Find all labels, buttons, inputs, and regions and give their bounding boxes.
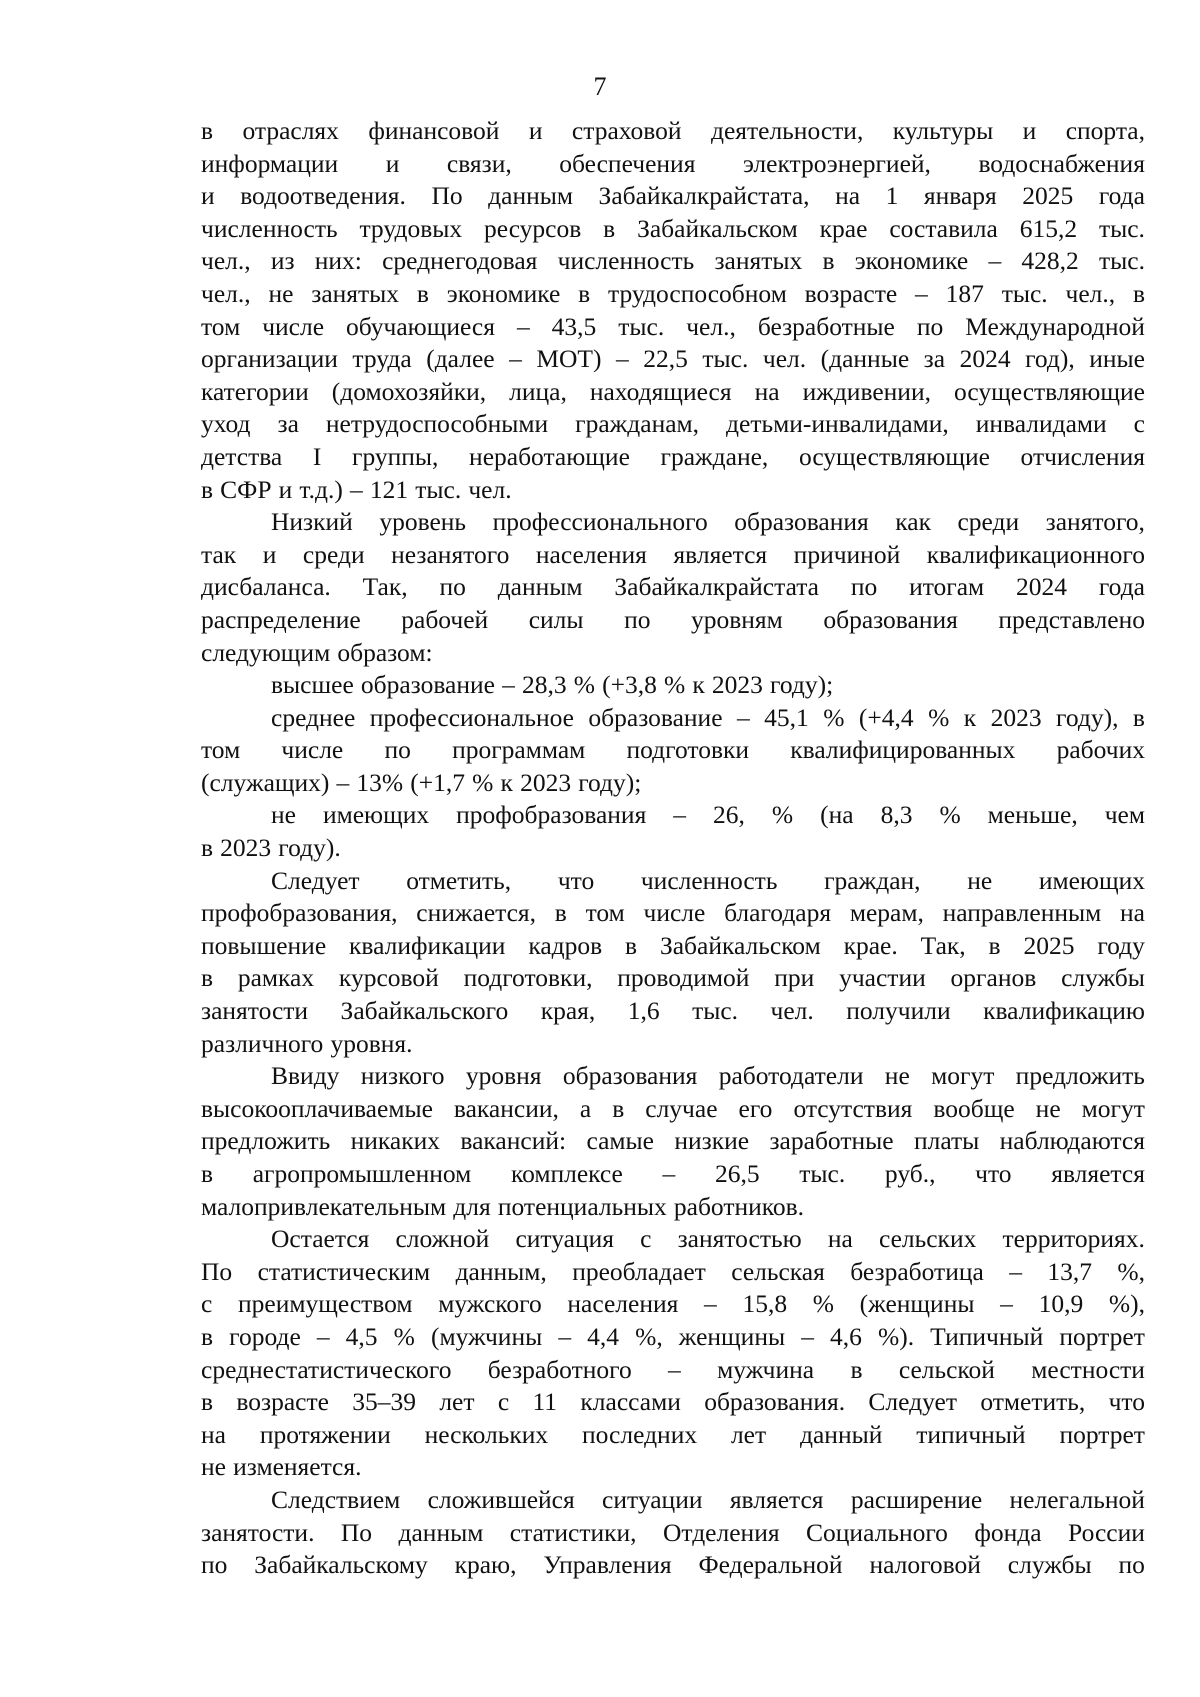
text-line: в возрасте 35–39 лет с 11 классами образования. Следует отметить, что [201,1387,1145,1417]
text-line: высокооплачиваемые вакансии, а в случае его отсутствия вообще не могут [201,1093,1145,1123]
text-line: в агропромышленном комплексе – 26,5 тыс. руб., что является [201,1159,1145,1188]
text-line: том числе обучающиеся – 43,5 тыс. чел., безработные по Международной [201,311,1145,341]
text-line: повышение квалификации кадров в Забайкальском крае. Так, в 2025 году [201,930,1145,960]
text-line: на протяжении нескольких последних лет данный типичный портрет [201,1419,1145,1449]
text-line: не изменяется. [201,1452,362,1482]
text-line: следующим образом: [201,637,433,667]
text-line: занятости Забайкальского края, 1,6 тыс. чел. получили квалификацию [201,996,1145,1026]
text-line: Следует отметить, что численность граждан, не имеющих [271,865,1145,895]
text-line: не имеющих профобразования – 26, % (на 8,3 % меньше, чем [271,800,1145,830]
text-line: в 2023 году). [201,833,341,863]
text-line: по Забайкальскому краю, Управления Федеральной налоговой службы по [201,1550,1145,1580]
text-line: распределение рабочей силы по уровням образования представлено [201,604,1145,634]
text-line: профобразования, снижается, в том числе благодаря мерам, направленным на [201,898,1145,928]
text-line: в рамках курсовой подготовки, проводимой при участии органов службы [201,963,1145,993]
text-line: По статистическим данным, преобладает сельская безработица – 13,7 %, [201,1256,1145,1286]
text-line: в городе – 4,5 % (мужчины – 4,4 %, женщины – 4,6 %). Типичный портрет [201,1321,1145,1351]
text-line: чел., не занятых в экономике в трудоспособном возрасте – 187 тыс. чел., в [201,278,1145,308]
text-line: так и среди незанятого населения является причиной квалификационного [201,539,1145,569]
text-line: дисбаланса. Так, по данным Забайкалкрайстата по итогам 2024 года [201,572,1145,602]
text-line: организации труда (далее – МОТ) – 22,5 тыс. чел. (данные за 2024 год), иные [201,344,1145,374]
text-line: уход за нетрудоспособными гражданам, детьми-инвалидами, инвалидами с [201,409,1145,439]
text-line: чел., из них: среднегодовая численность занятых в экономике – 428,2 тыс. [201,246,1145,276]
text-line: численность трудовых ресурсов в Забайкальском крае составила 615,2 тыс. [201,213,1145,243]
text-line: и водоотведения. По данным Забайкалкрайстата, на 1 января 2025 года [201,181,1145,211]
text-line: с преимуществом мужского населения – 15,8 % (женщины – 10,9 %), [201,1289,1145,1319]
text-line: детства I группы, неработающие граждане, осуществляющие отчисления [201,441,1145,471]
text-line: малопривлекательным для потенциальных работников. [201,1191,805,1221]
page-number: 7 [593,72,607,101]
text-line: категории (домохозяйки, лица, находящиеся на иждивении, осуществляющие [201,376,1145,406]
text-line: том числе по программам подготовки квалифицированных рабочих [201,735,1145,765]
text-line: занятости. По данным статистики, Отделения Социального фонда России [201,1517,1145,1547]
text-line: различного уровня. [201,1028,413,1058]
text-line: информации и связи, обеспечения электроэнергией, водоснабжения [201,148,1145,178]
text-line: Остается сложной ситуация с занятостью на сельских территориях. [271,1224,1145,1254]
text-line: в отраслях финансовой и страховой деятельности, культуры и спорта, [201,116,1145,145]
text-line: среднестатистического безработного – мужчина в сельской местности [201,1354,1145,1384]
text-line: Следствием сложившейся ситуации является расширение нелегальной [271,1484,1145,1514]
text-line: Низкий уровень профессионального образования как среди занятого, [271,507,1145,537]
text-line: среднее профессиональное образование – 45,1 % (+4,4 % к 2023 году), в [271,702,1145,732]
text-line: высшее образование – 28,3 % (+3,8 % к 2023 году); [271,670,834,700]
text-line: Ввиду низкого уровня образования работодатели не могут предложить [271,1061,1145,1091]
text-line: (служащих) – 13% (+1,7 % к 2023 году); [201,767,642,797]
text-line: предложить никаких вакансий: самые низкие заработные платы наблюдаются [201,1126,1145,1156]
document-body [201,115,1145,1582]
text-line: в СФР и т.д.) – 121 тыс. чел. [201,474,512,504]
